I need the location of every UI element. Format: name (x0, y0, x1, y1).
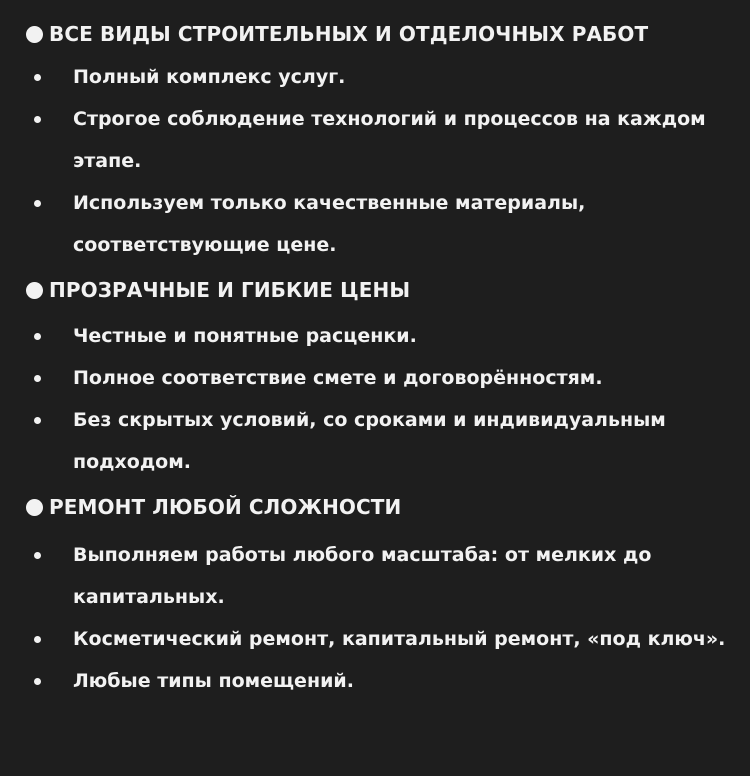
list-bullet-icon (34, 417, 41, 424)
list-item (26, 534, 732, 618)
section-transparent-prices (26, 274, 732, 483)
list-item-text: Честные и понятные расценки. (73, 325, 417, 347)
list-item (26, 660, 732, 702)
list-bullet-icon (34, 333, 41, 340)
list-bullet-icon (34, 375, 41, 382)
list-item (26, 315, 732, 357)
list-item (26, 357, 732, 399)
list-item-text: Любые типы помещений. (73, 670, 354, 692)
list-bullet-icon (34, 552, 41, 559)
list-item-text: Выполняем работы любого масштаба: от мелких до капитальных. (73, 544, 652, 608)
list-item (26, 182, 732, 266)
section-title: ПРОЗРАЧНЫЕ И ГИБКИЕ ЦЕНЫ (49, 278, 411, 302)
section-title: РЕМОНТ ЛЮБОЙ СЛОЖНОСТИ (49, 495, 402, 519)
list-item-text: Строгое соблюдение технологий и процессов на каждом этапе. (73, 108, 706, 172)
list-bullet-icon (34, 200, 41, 207)
list-bullet-icon (34, 636, 41, 643)
list-item (26, 618, 732, 660)
section-title: ВСЕ ВИДЫ СТРОИТЕЛЬНЫХ И ОТДЕЛОЧНЫХ РАБОТ (49, 22, 649, 46)
list-item-text: Косметический ремонт, капитальный ремонт, «под ключ». (73, 628, 726, 650)
section-header (26, 274, 732, 306)
section-header (26, 491, 732, 523)
list-bullet-icon (34, 116, 41, 123)
list-item (26, 56, 732, 98)
section-construction-works (26, 18, 732, 266)
section-list (26, 56, 732, 266)
list-bullet-icon (34, 678, 41, 685)
list-item-text: Используем только качественные материалы, соответствующие цене. (73, 192, 586, 256)
list-item (26, 98, 732, 182)
section-header (26, 18, 732, 50)
section-bullet-icon (26, 282, 43, 299)
list-item-text: Без скрытых условий, со сроками и индивидуальным подходом. (73, 409, 666, 473)
section-bullet-icon (26, 499, 43, 516)
section-any-complexity-repair (26, 491, 732, 702)
section-bullet-icon (26, 26, 43, 43)
section-list (26, 534, 732, 702)
list-item-text: Полное соответствие смете и договорённостям. (73, 367, 603, 389)
section-list (26, 315, 732, 483)
list-item (26, 399, 732, 483)
list-bullet-icon (34, 74, 41, 81)
list-item-text: Полный комплекс услуг. (73, 66, 346, 88)
